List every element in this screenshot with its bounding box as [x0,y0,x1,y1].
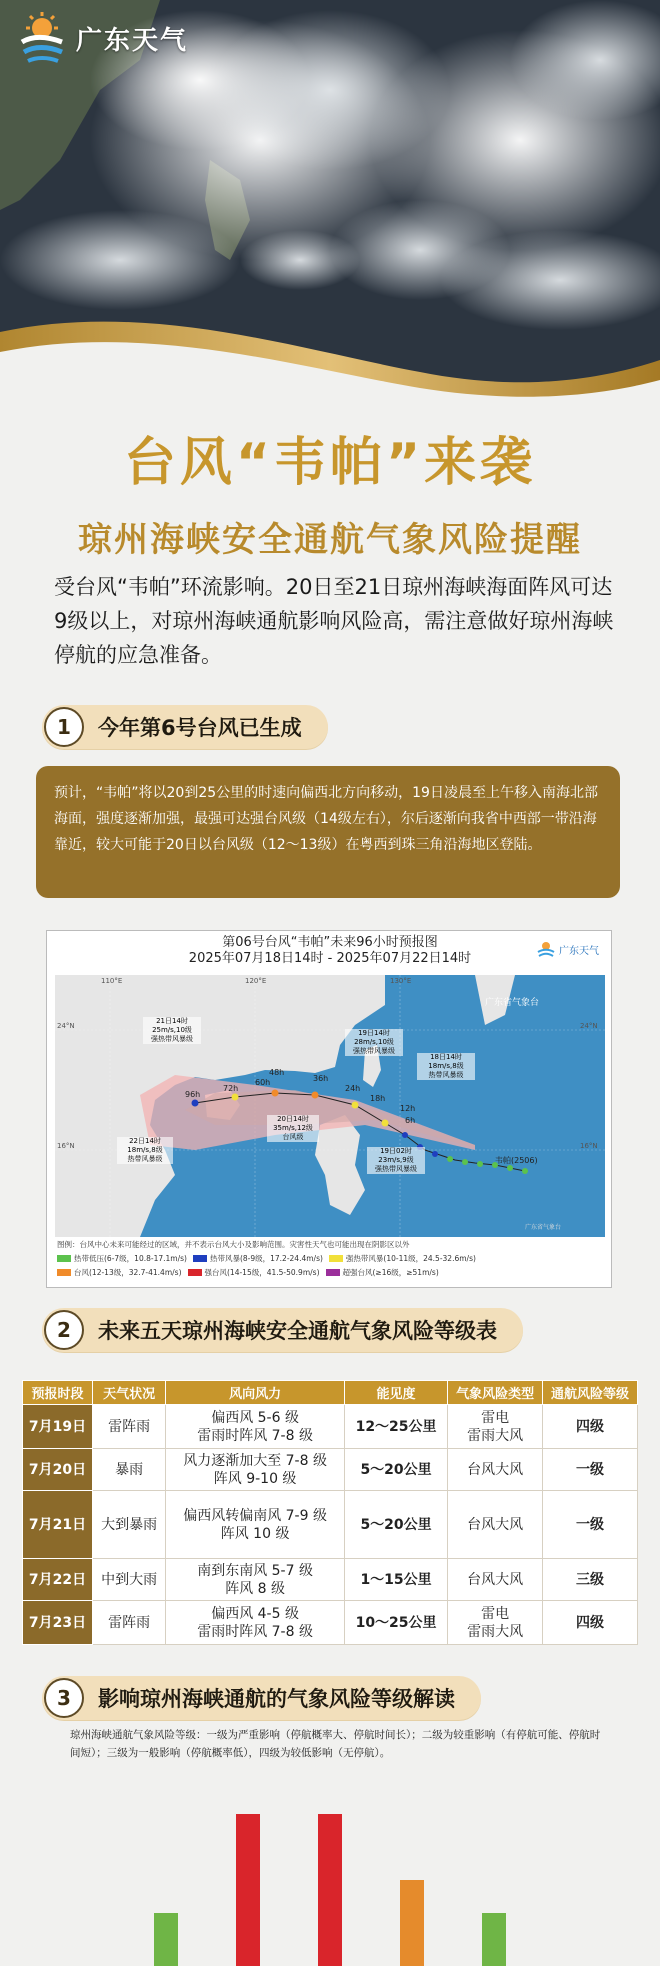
wind-line: 南到东南风 5-7 级 [197,1562,313,1579]
legend-swatch [57,1269,71,1276]
column-header: 气象风险类型 [448,1381,543,1405]
forecast-callout: 18日14时 18m/s,8级 热带风暴级 [417,1053,475,1080]
risk-type-cell: 台风大风 [448,1559,543,1601]
map-legend [57,1239,603,1283]
section-title: 影响琼州海峡通航的气象风险等级解读 [98,1687,455,1711]
weather-cell: 雷阵雨 [93,1601,166,1645]
legend-label: 强台风(14-15级，41.5-50.9m/s) [204,1268,320,1277]
legend-title: 图例：台风中心未来可能经过的区域，并不表示台风大小及影响范围。灾害性天气也可能出现在阴影区以外 [57,1240,410,1249]
column-header: 风向风力 [166,1381,345,1405]
legend-swatch [193,1255,207,1262]
risk-line: 雷雨大风 [467,1427,524,1444]
legend-swatch [326,1269,340,1276]
legend-item [57,1267,182,1278]
agency-label: 广东省气象台 [485,998,540,1008]
visibility-cell: 5～20公里 [344,1449,447,1491]
column-header: 通航风险等级 [543,1381,638,1405]
risk-level-cell: 四级 [543,1405,638,1449]
date-cell: 7月19日 [23,1405,93,1449]
risk-line: 雷电 [481,1605,510,1622]
typhoon-track-map [46,930,612,1288]
weather-cell: 雷阵雨 [93,1405,166,1449]
wind-line: 偏西风 4-5 级 [211,1605,299,1622]
forecast-note: 预计，“韦帕”将以20到25公里的时速向偏西北方向移动，19日凌晨至上午移入南海北部海面，强度逐渐加强，最强可达强台风级（14级左右），尔后逐渐向我省中西部一带沿海靠近，较大可能于20日以台风级（12～13级）在粤西到珠三角沿海地区登陆。 [36,766,620,898]
lon-label: 110°E [101,977,123,985]
weather-cell: 暴雨 [93,1449,166,1491]
time-label: 18h [370,1094,386,1103]
weather-cell: 中到大雨 [93,1559,166,1601]
section-number: 1 [44,707,84,747]
visibility-cell: 5～20公里 [344,1491,447,1559]
lon-label: 130°E [390,977,412,985]
wind-line: 雷雨时阵风 7-8 级 [197,1427,313,1444]
legend-label: 台风(12-13级，32.7-41.4m/s) [74,1268,182,1277]
legend-swatch [188,1269,202,1276]
map-brand [536,939,599,959]
risk-level-cell: 一级 [543,1449,638,1491]
hero-satellite-image [0,0,660,420]
time-label: 96h [185,1090,201,1099]
table-row [23,1601,638,1645]
legend-label: 热带风暴(8-9级，17.2-24.4m/s) [209,1254,323,1263]
wind-line: 阵风 8 级 [225,1580,285,1597]
risk-level-cell: 四级 [543,1601,638,1645]
wind-line: 偏西风转偏南风 7-9 级 [183,1507,327,1524]
time-label: 12h [400,1104,416,1113]
time-label: 60h [255,1078,271,1087]
lat-label: 16°N [580,1142,598,1150]
risk-line: 雷电 [481,1409,510,1426]
table-row [23,1405,638,1449]
risk-table [22,1380,638,1645]
section-number: 3 [44,1678,84,1718]
visibility-cell: 10～25公里 [344,1601,447,1645]
legend-item [188,1267,320,1278]
risk-level-cell: 三级 [543,1559,638,1601]
visibility-cell: 1～15公里 [344,1559,447,1601]
date-cell: 7月23日 [23,1601,93,1645]
time-label: 6h [405,1116,416,1125]
map-title [47,935,613,967]
forecast-callout: 22日14时 18m/s,8级 热带风暴级 [117,1137,173,1164]
wind-line: 阵风 10 级 [220,1525,290,1542]
map-canvas [55,975,605,1237]
visibility-cell: 12～25公里 [344,1405,447,1449]
risk-level-cell: 一级 [543,1491,638,1559]
legend-label: 热带低压(6-7级，10.8-17.1m/s) [74,1254,187,1263]
wind-cell [166,1601,345,1645]
risk-level-bar [318,1814,342,1966]
map-title-line2: 2025年07月18日14时 - 2025年07月22日14时 [188,951,472,966]
intro-paragraph: 受台风“韦帕”环流影响。20日至21日琼州海峡海面阵风可达9级以上，对琼州海峡通航影响风险高，需注意做好琼州海峡停航的应急准备。 [54,575,614,667]
guangdong-weather-logo-icon [536,939,556,959]
wind-cell [166,1491,345,1559]
weather-cell: 大到暴雨 [93,1491,166,1559]
time-label: 72h [223,1084,239,1093]
map-title-line1: 第06号台风“韦帕”未来96小时预报图 [222,935,438,950]
risk-type-cell: 台风大风 [448,1491,543,1559]
wind-cell [166,1405,345,1449]
wind-line: 偏西风 5-6 级 [211,1409,299,1426]
wind-line: 雷雨时阵风 7-8 级 [197,1623,313,1640]
time-label: 36h [313,1074,329,1083]
lat-label: 24°N [57,1022,75,1030]
section-2-header [42,1308,523,1352]
wind-line: 风力逐渐加大至 7-8 级 [183,1452,327,1469]
guangdong-weather-logo-icon [18,10,68,66]
table-row [23,1491,638,1559]
lat-label: 24°N [580,1022,598,1030]
legend-item [57,1253,187,1264]
date-cell: 7月20日 [23,1449,93,1491]
date-cell: 7月22日 [23,1559,93,1601]
forecast-callout: 20日14时 35m/s,12级 台风级 [267,1115,319,1142]
risk-level-bar [400,1880,424,1966]
page-title: 台风“韦帕”来袭 [123,433,537,493]
lat-label: 16°N [57,1142,75,1150]
table-row [23,1449,638,1491]
time-label: 24h [345,1084,361,1093]
column-header: 天气状况 [93,1381,166,1405]
wind-line: 阵风 9-10 级 [213,1470,297,1487]
time-label: 48h [269,1068,285,1077]
risk-level-bar [482,1913,506,1966]
wind-cell [166,1449,345,1491]
section-number: 2 [44,1310,84,1350]
section-1-header [42,705,328,749]
typhoon-name-label: 韦帕(2506) [495,1156,538,1165]
legend-item [326,1267,439,1278]
risk-type-cell [448,1405,543,1449]
forecast-callout: 19日02时 23m/s,9级 强热带风暴级 [367,1147,425,1174]
source-label: 广东省气象台 [525,1224,562,1231]
brand-logo [18,10,188,66]
section-title: 未来五天琼州海峡安全通航气象风险等级表 [98,1319,497,1343]
risk-line: 雷雨大风 [467,1623,524,1640]
risk-level-explanation: 琼州海峡通航气象风险等级：一级为严重影响（停航概率大、停航时间长）；二级为较重影响（有停航可能、停航时间短）；三级为一般影响（停航概率低），四级为较低影响（无停航）。 [70,1729,601,1759]
table-header-row [23,1381,638,1405]
risk-type-cell [448,1601,543,1645]
risk-level-bars [0,1780,660,1966]
forecast-callout: 21日14时 25m/s,10级 强热带风暴级 [143,1017,201,1044]
legend-swatch [57,1255,71,1262]
legend-item [193,1253,323,1264]
column-header: 预报时段 [23,1381,93,1405]
risk-type-cell: 台风大风 [448,1449,543,1491]
legend-swatch [329,1255,343,1262]
section-title: 今年第6号台风已生成 [98,716,302,740]
page-subtitle: 琼州海峡安全通航气象风险提醒 [78,520,582,560]
table-row [23,1559,638,1601]
risk-level-bar [154,1913,178,1966]
date-cell: 7月21日 [23,1491,93,1559]
lon-label: 120°E [245,977,267,985]
wind-cell [166,1559,345,1601]
column-header: 能见度 [344,1381,447,1405]
legend-item [329,1253,476,1264]
legend-label: 强热带风暴(10-11级，24.5-32.6m/s) [345,1254,476,1263]
legend-label: 超强台风(≥16级，≥51m/s) [342,1268,439,1277]
forecast-callout: 19日14时 28m/s,10级 强热带风暴级 [345,1029,403,1056]
section-3-header [42,1676,481,1720]
risk-level-bar [236,1814,260,1966]
map-brand-name: 广东天气 [559,945,599,957]
brand-name: 广东天气 [76,25,189,56]
